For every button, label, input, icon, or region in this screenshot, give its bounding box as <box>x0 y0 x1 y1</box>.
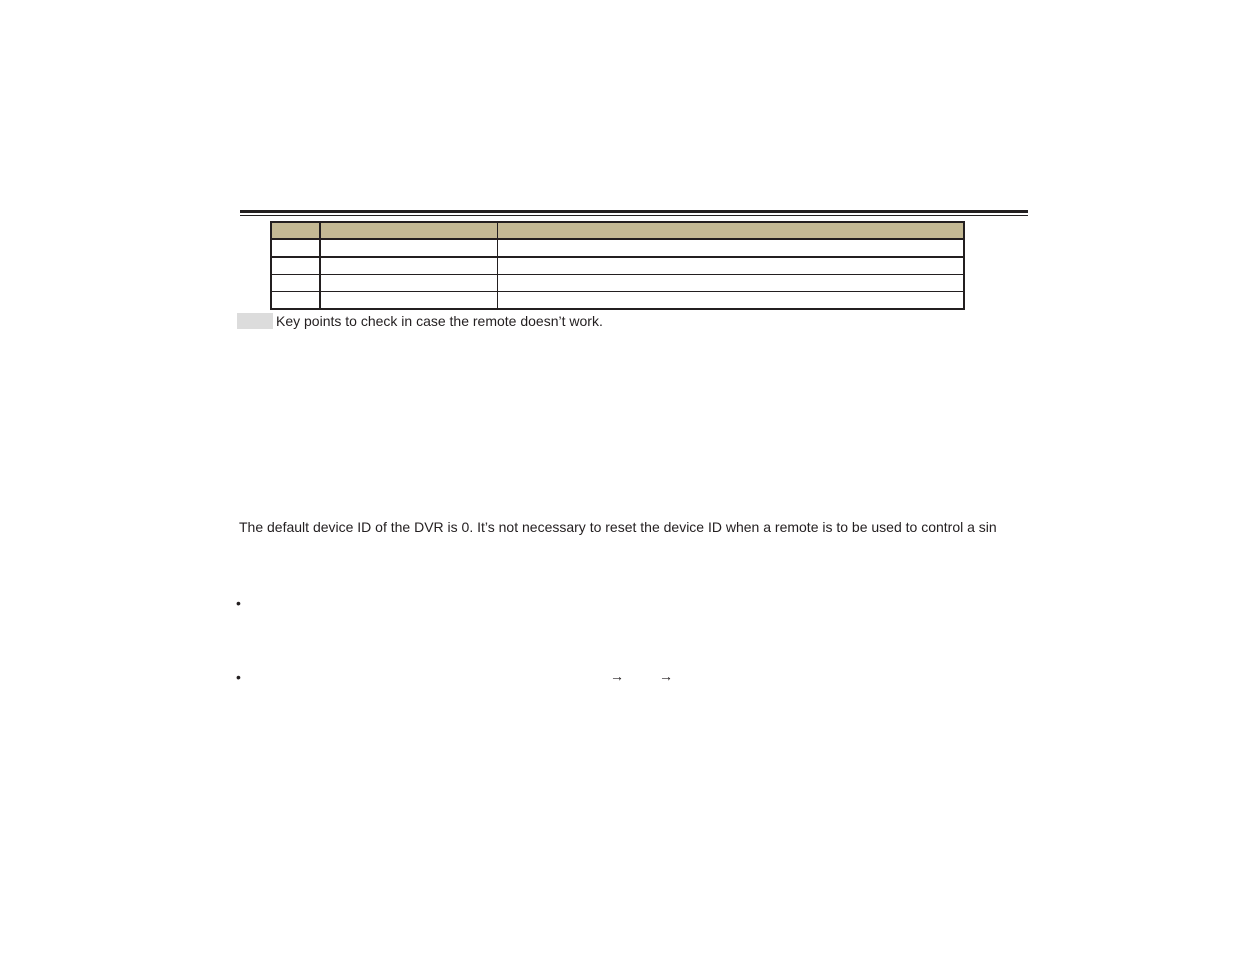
bullet-icon: • <box>236 595 241 611</box>
note-line <box>237 313 603 329</box>
table-cell <box>271 292 320 310</box>
table-cell <box>498 292 965 310</box>
header-rule-thick <box>240 210 1028 213</box>
table-row <box>271 275 964 292</box>
remote-key-table <box>270 221 965 310</box>
table-header-cell <box>320 222 498 239</box>
header-rule-thin <box>240 215 1028 216</box>
right-arrow-icon: → <box>659 668 673 684</box>
right-arrow-icon: → <box>610 668 624 684</box>
table-cell <box>320 275 498 292</box>
table-header-row <box>271 222 964 239</box>
table-cell <box>271 275 320 292</box>
table-cell <box>271 239 320 257</box>
table-cell <box>498 275 965 292</box>
table-header-cell <box>271 222 320 239</box>
table-cell <box>320 292 498 310</box>
table-row <box>271 292 964 310</box>
table-cell <box>320 257 498 275</box>
table-header-cell <box>498 222 965 239</box>
table-cell <box>320 239 498 257</box>
table-cell <box>498 239 965 257</box>
table-row <box>271 239 964 257</box>
table-row <box>271 257 964 275</box>
bullet-icon: • <box>236 669 241 685</box>
table-cell <box>271 257 320 275</box>
device-id-paragraph: The default device ID of the DVR is 0. It’s not necessary to reset the device ID when a remote is to be used to control a sin <box>239 519 997 535</box>
note-label-box <box>237 313 273 329</box>
note-text: Key points to check in case the remote doesn’t work. <box>276 313 603 329</box>
table-cell <box>498 257 965 275</box>
